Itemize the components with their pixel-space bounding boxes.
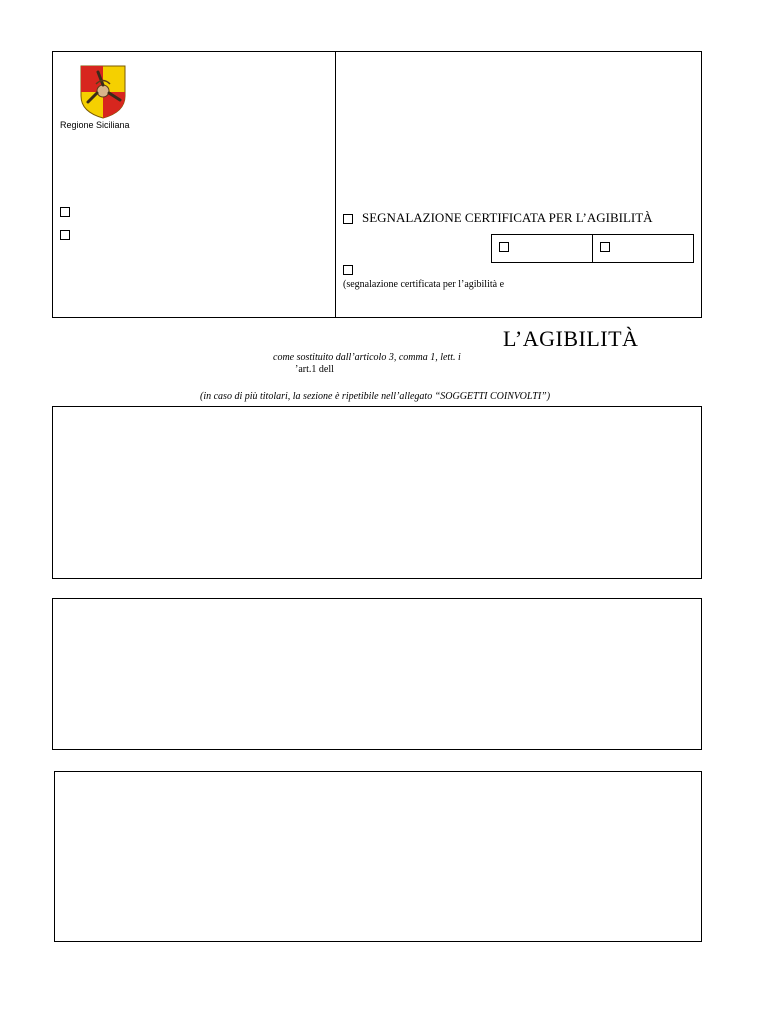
region-logo <box>78 62 128 120</box>
scia-note: (segnalazione certificata per l’agibilità e <box>343 279 505 290</box>
shield-icon <box>78 62 128 120</box>
header-box <box>52 51 702 318</box>
section-box-2 <box>52 598 702 750</box>
header-divider <box>335 51 336 318</box>
option-checkbox-2[interactable] <box>600 242 610 252</box>
left-checkbox-2[interactable] <box>60 230 70 240</box>
legal-ref-line-2: ’art.1 dell <box>295 364 334 375</box>
section-box-titolare <box>52 406 702 579</box>
section-note: (in caso di più titolari, la sezione è ripetibile nell’allegato “SOGGETTI COINVOLTI”) <box>200 391 551 402</box>
option-checkbox-1[interactable] <box>499 242 509 252</box>
option-table-divider <box>592 234 593 263</box>
legal-ref-line-1: come sostituito dall’articolo 3, comma 1, lett. i <box>273 352 461 363</box>
section-box-3 <box>54 771 702 942</box>
scia-checkbox[interactable] <box>343 214 353 224</box>
logo-caption: Regione Siciliana <box>60 120 130 130</box>
left-checkbox-1[interactable] <box>60 207 70 217</box>
page-title: L’AGIBILITÀ <box>503 326 639 351</box>
scia-alt-checkbox[interactable] <box>343 265 353 275</box>
scia-title: SEGNALAZIONE CERTIFICATA PER L’AGIBILITÀ <box>362 210 653 225</box>
